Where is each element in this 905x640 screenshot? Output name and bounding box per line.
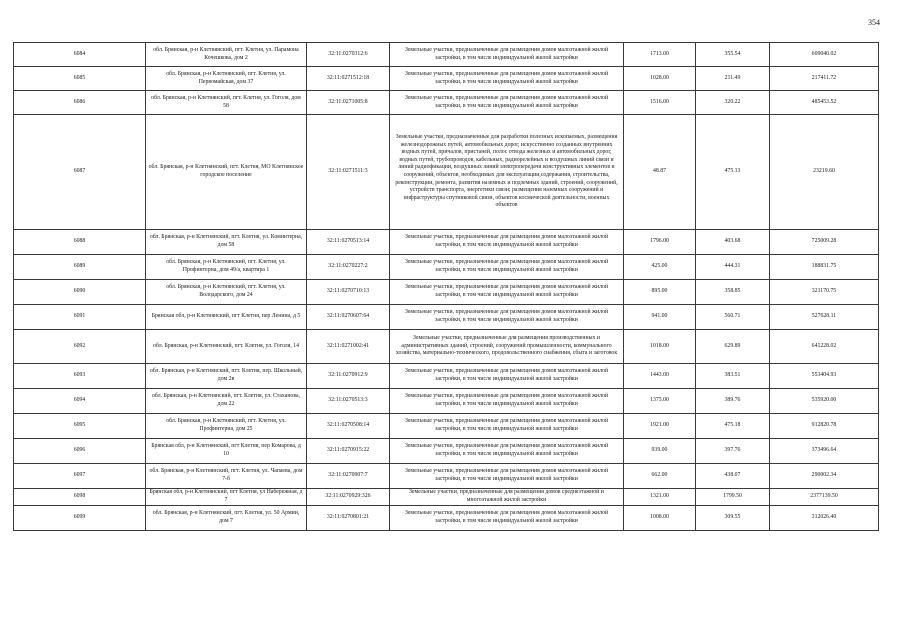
address-cell: обл. Брянская, р-н Клетнянский, пгт. Клетня, ул. 50 Армии, дом 7 [146, 506, 307, 531]
table-row [14, 364, 879, 389]
area-cell: 1008.00 [624, 506, 696, 531]
record-number-cell: 6093 [14, 364, 146, 389]
area-cell: 1028.00 [624, 67, 696, 91]
cadastral-value-cell: 373496.64 [770, 439, 879, 464]
cadastral-number-cell: 32:11:0271002:41 [307, 330, 390, 364]
area-cell: 425.00 [624, 255, 696, 280]
cadastral-number-cell: 32:11:0270710:13 [307, 280, 390, 305]
cadastral-number-cell: 32:11:0270915:22 [307, 439, 390, 464]
permitted-use-cell: Земельные участки, предназначенные для размещения производственных и административных зданий, строений, сооружений промышленности, коммунального хозяйства, материально-технического, продовольственного снабжения, сбыта и заготовок [390, 330, 624, 364]
table-row [14, 330, 879, 364]
table-row [14, 305, 879, 330]
record-number-cell: 6089 [14, 255, 146, 280]
cadastral-number-cell: 32:11:0270312:6 [307, 43, 390, 67]
record-number-cell: 6087 [14, 115, 146, 230]
table-row [14, 489, 879, 506]
cadastral-number-cell: 32:11:0270508:14 [307, 414, 390, 439]
address-cell: обл. Брянская, р-н Клетнянский, пгт. Клетня, ул. Коминтерна, дом 58 [146, 230, 307, 255]
table-row [14, 255, 879, 280]
cadastral-value-cell: 321170.75 [770, 280, 879, 305]
specific-value-cell: 475.13 [696, 115, 770, 230]
permitted-use-cell: Земельные участки, предназначенные для размещения домов малоэтажной жилой застройки, в том числе индивидуальной жилой застройки [390, 91, 624, 115]
table-row [14, 389, 879, 414]
permitted-use-cell: Земельные участки, предназначенные для размещения домов малоэтажной жилой застройки, в том числе индивидуальной жилой застройки [390, 43, 624, 67]
area-cell: 1796.00 [624, 230, 696, 255]
cadastral-value-cell: 527628.11 [770, 305, 879, 330]
address-cell: обл. Брянская, р-н Клетнянский, пгт. Клетня, МО Клетнянское городское поселение [146, 115, 307, 230]
cadastral-value-cell: 485453.52 [770, 91, 879, 115]
table-row [14, 280, 879, 305]
cadastral-value-cell: 2377139.50 [770, 489, 879, 506]
address-cell: обл. Брянская, р-н Клетнянский, пгт. Клетня, ул. Гоголя, дом 58 [146, 91, 307, 115]
area-cell: 941.00 [624, 305, 696, 330]
permitted-use-cell: Земельные участки, предназначенные для размещения домов малоэтажной жилой застройки, в том числе индивидуальной жилой застройки [390, 439, 624, 464]
area-cell: 1321.00 [624, 489, 696, 506]
cadastral-number-cell: 32:11:0270907:7 [307, 464, 390, 489]
cadastral-number-cell: 32:11:0270912:9 [307, 364, 390, 389]
cadastral-value-cell: 23219.60 [770, 115, 879, 230]
table-row [14, 414, 879, 439]
specific-value-cell: 397.76 [696, 439, 770, 464]
cadastral-number-cell: 32:11:0270801:21 [307, 506, 390, 531]
specific-value-cell: 560.71 [696, 305, 770, 330]
record-number-cell: 6099 [14, 506, 146, 531]
cadastral-number-cell: 32:11:0270513:14 [307, 230, 390, 255]
cadastral-value-cell: 912820.78 [770, 414, 879, 439]
table-row [14, 230, 879, 255]
address-cell: обл. Брянская, р-н Клетнянский, пгт. Клетня, ул. Первомайская, дом 37 [146, 67, 307, 91]
area-cell: 1921.00 [624, 414, 696, 439]
permitted-use-cell: Земельные участки, предназначенные для размещения домов малоэтажной жилой застройки, в том числе индивидуальной жилой застройки [390, 305, 624, 330]
table-row [14, 439, 879, 464]
permitted-use-cell: Земельные участки, предназначенные для размещения домов малоэтажной жилой застройки, в том числе индивидуальной жилой застройки [390, 506, 624, 531]
permitted-use-cell: Земельные участки, предназначенные для размещения домов малоэтажной жилой застройки, в том числе индивидуальной жилой застройки [390, 255, 624, 280]
specific-value-cell: 475.18 [696, 414, 770, 439]
record-number-cell: 6091 [14, 305, 146, 330]
area-cell: 1375.00 [624, 389, 696, 414]
cadastral-value-cell: 188831.75 [770, 255, 879, 280]
address-cell: обл. Брянская, р-н Клетнянский, пгт. Клетня, ул. Володарского, дом 24 [146, 280, 307, 305]
specific-value-cell: 211.49 [696, 67, 770, 91]
area-cell: 48.87 [624, 115, 696, 230]
cadastral-number-cell: 32:11:0271512:18 [307, 67, 390, 91]
record-number-cell: 6094 [14, 389, 146, 414]
record-number-cell: 6088 [14, 230, 146, 255]
specific-value-cell: 355.54 [696, 43, 770, 67]
permitted-use-cell: Земельные участки, предназначенные для размещения домов малоэтажной жилой застройки, в том числе индивидуальной жилой застройки [390, 280, 624, 305]
specific-value-cell: 320.22 [696, 91, 770, 115]
permitted-use-cell: Земельные участки, предназначенные для размещения домов малоэтажной жилой застройки, в том числе индивидуальной жилой застройки [390, 364, 624, 389]
record-number-cell: 6095 [14, 414, 146, 439]
permitted-use-cell: Земельные участки, предназначенные для размещения домов малоэтажной жилой застройки, в том числе индивидуальной жилой застройки [390, 464, 624, 489]
specific-value-cell: 309.55 [696, 506, 770, 531]
cadastral-value-cell: 609040.02 [770, 43, 879, 67]
record-number-cell: 6092 [14, 330, 146, 364]
specific-value-cell: 389.76 [696, 389, 770, 414]
address-cell: Брянская обл, р-н Клетнянский, пгт Клетня, ул Набережная, д 7 [146, 489, 307, 506]
cadastral-value-cell: 290002.34 [770, 464, 879, 489]
record-number-cell: 6097 [14, 464, 146, 489]
area-cell: 1516.00 [624, 91, 696, 115]
cadastral-number-cell: 32:11:0270513:3 [307, 389, 390, 414]
record-number-cell: 6096 [14, 439, 146, 464]
table-row [14, 67, 879, 91]
specific-value-cell: 444.31 [696, 255, 770, 280]
cadastral-registry-table [13, 42, 879, 531]
area-cell: 1713.00 [624, 43, 696, 67]
address-cell: обл. Брянская, р-н Клетнянский, пгт. Клетня, ул. Чапаева, дом 7-б [146, 464, 307, 489]
cadastral-number-cell: 32:11:0271005:8 [307, 91, 390, 115]
area-cell: 1443.00 [624, 364, 696, 389]
table-row [14, 115, 879, 230]
specific-value-cell: 438.07 [696, 464, 770, 489]
area-cell: 662.00 [624, 464, 696, 489]
table-row [14, 464, 879, 489]
table-row [14, 506, 879, 531]
cadastral-value-cell: 725009.28 [770, 230, 879, 255]
record-number-cell: 6098 [14, 489, 146, 506]
area-cell: 895.00 [624, 280, 696, 305]
permitted-use-cell: Земельные участки, предназначенные для размещения домов малоэтажной жилой застройки, в том числе индивидуальной жилой застройки [390, 230, 624, 255]
permitted-use-cell: Земельные участки, предназначенные для разработки полезных ископаемых, размещения железнодорожных путей, автомобильных дорог, искусственно созданных внутренних водных путей, причалов, пристаней, полос отвода железных и автомобильных дорог, водных путей, трубопроводов, кабельных, радиорелейных и воздушных линий связи и линий радиофикации, воздушных линий электропередачи конструктивных элементов и сооружений, объектов, необходимых для эксплуатации,содержания, строительства, реконструкции, ремонта, развития наземных и подземных зданий, строений, сооружений, устройств транспорта, энергетики связи; размещения наземных сооружений и инфраструктуры спутниковой связи, объектов космической деятельности, военных объектов [390, 115, 624, 230]
cadastral-number-cell: 32:11:0271511:3 [307, 115, 390, 230]
cadastral-value-cell: 312026.40 [770, 506, 879, 531]
specific-value-cell: 1799.50 [696, 489, 770, 506]
cadastral-value-cell: 535920.00 [770, 389, 879, 414]
specific-value-cell: 358.85 [696, 280, 770, 305]
cadastral-value-cell: 553404.93 [770, 364, 879, 389]
record-number-cell: 6090 [14, 280, 146, 305]
specific-value-cell: 403.68 [696, 230, 770, 255]
address-cell: обл. Брянская, р-н Клетнянский, пгт. Клетня, ул. Гоголя, 14 [146, 330, 307, 364]
address-cell: Брянская обл, р-н Клетнянский, пгт Клетня, пер Ленина, д 5 [146, 305, 307, 330]
specific-value-cell: 629.89 [696, 330, 770, 364]
address-cell: обл. Брянская, р-н Клетнянский, пгт. Клетня, ул. Стаханова, дом 22 [146, 389, 307, 414]
area-cell: 1018.00 [624, 330, 696, 364]
page-number: 354 [868, 18, 880, 27]
record-number-cell: 6084 [14, 43, 146, 67]
record-number-cell: 6085 [14, 67, 146, 91]
cadastral-number-cell: 32:11:0270929:326 [307, 489, 390, 506]
address-cell: обл. Брянская, р-н Клетнянский, пгт. Клетня, ул. Профинтерна, дом 25 [146, 414, 307, 439]
specific-value-cell: 383.51 [696, 364, 770, 389]
cadastral-number-cell: 32:11:0270227:2 [307, 255, 390, 280]
cadastral-number-cell: 32:11:0270607:64 [307, 305, 390, 330]
permitted-use-cell: Земельные участки, предназначенные для размещения домов малоэтажной жилой застройки, в том числе индивидуальной жилой застройки [390, 414, 624, 439]
table-row [14, 43, 879, 67]
address-cell: Брянская обл, р-н Клетнянский, пгт Клетня, пер Комарова, д 10 [146, 439, 307, 464]
cadastral-value-cell: 217411.72 [770, 67, 879, 91]
table-row [14, 91, 879, 115]
address-cell: обл. Брянская, р-н Клетнянский, пгт. Клетня, пер. Школьный, дом 2в [146, 364, 307, 389]
record-number-cell: 6086 [14, 91, 146, 115]
permitted-use-cell: Земельные участки, предназначенные для размещения домов малоэтажной жилой застройки, в том числе индивидуальной жилой застройки [390, 67, 624, 91]
address-cell: обл. Брянская, р-н Клетнянский, пгт. Клетня, ул. Профинтерна, дом 49/а, квартира 1 [146, 255, 307, 280]
permitted-use-cell: Земельные участки, предназначенные для размещения домов малоэтажной жилой застройки, в том числе индивидуальной жилой застройки [390, 389, 624, 414]
area-cell: 939.00 [624, 439, 696, 464]
address-cell: обл. Брянская, р-н Клетнянский, пгт. Клетня, ул. Парамона Кочешкова, дом 2 [146, 43, 307, 67]
cadastral-value-cell: 641228.02 [770, 330, 879, 364]
permitted-use-cell: Земельные участки, предназначенные для размещения домов среднеэтажной и многоэтажной жилой застройки [390, 489, 624, 506]
